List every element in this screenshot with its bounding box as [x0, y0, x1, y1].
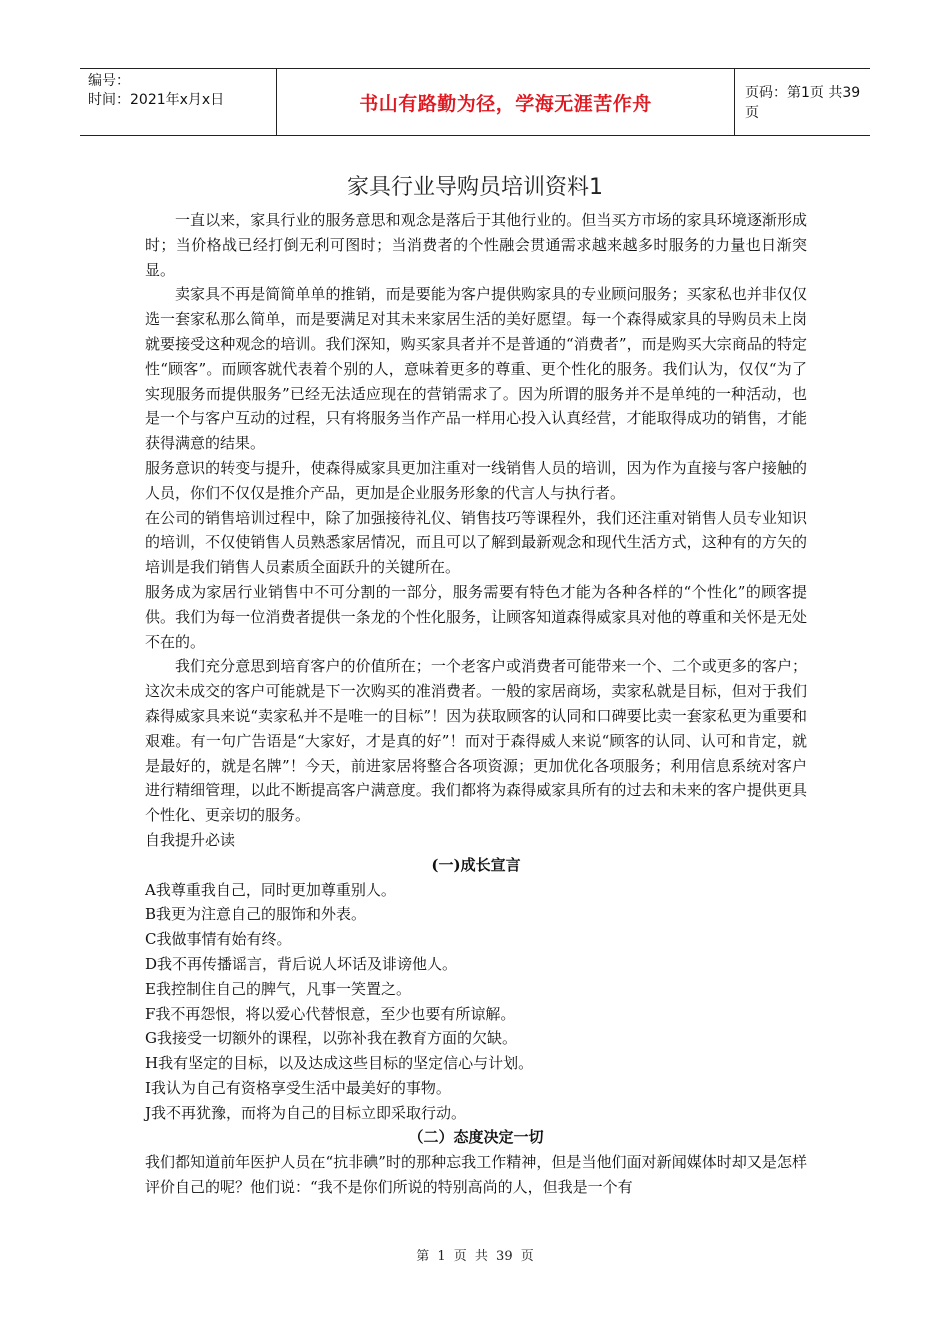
document-body [145, 208, 807, 1200]
header-motto: 书山有路勤为径，学海无涯苦作舟 [359, 92, 652, 115]
list-item: A我尊重我自己，同时更加尊重别人。 [145, 880, 396, 899]
paragraph: 卖家具不再是简简单单的推销，而是要能为客户提供购家具的专业顾问服务；买家私也并非仅仅选一套家私那么简单，而是要满足对其未来家居生活的美好愿望。每一个森得威家具的导购员未上岗就要接受这种观念的培训。我们深知，购买家具者并不是普通的“消费者”，而是购买大宗商品的特定性“顾客”。而顾客就代表着个别的人，意味着更多的尊重、更个性化的服务。我们认为，仅仅“为了实现服务而提供服务”已经无法适应现在的营销需求了。因为所谓的服务并不是单纯的一种活动，也是一个与客户互动的过程，只有将服务当作产品一样用心投入认真经营，才能取得成功的销售，才能获得满意的结果。 [145, 285, 807, 453]
document-number-label: 编号： [88, 73, 130, 89]
paragraph: 一直以来，家具行业的服务意思和观念是落后于其他行业的。但当买方市场的家具环境逐渐形成时；当价格战已经打倒无利可图时；当消费者的个性融会贯通需求越来越多时服务的力量也日渐突显。 [145, 211, 807, 279]
header-page-info: 页码：第1页 共39页 [745, 85, 861, 121]
document-title: 家具行业导购员培训资料1 [347, 175, 603, 200]
list-item: F我不再怨恨，将以爱心代替恨意，至少也要有所谅解。 [145, 1004, 516, 1023]
header-meta [80, 69, 277, 135]
paragraph: 在公司的销售培训过程中，除了加强接待礼仪、销售技巧等课程外，我们还注重对销售人员专业知识的培训，不仅使销售人员熟悉家居情况，而且可以了解到最新观念和现代生活方式，这种有的方矢的培训是我们销售人员素质全面跃升的关键所在。 [145, 508, 807, 577]
paragraph: 我们充分意思到培育客户的价值所在；一个老客户或消费者可能带来一个、二个或更多的客户；这次未成交的客户可能就是下一次购买的准消费者。一般的家居商场，卖家私就是目标，但对于我们森得威家具来说“卖家私并不是唯一的目标”！因为获取顾客的认同和口碑要比卖一套家私更为重要和艰难。有一句广告语是“大家好，才是真的好”！而对于森得威人来说“顾客的认同、认可和肯定，就是最好的，就是名牌”！今天，前进家居将整合各项资源；更加优化各项服务；利用信息系统对客户进行精细管理，以此不断提高客户满意度。我们都将为森得威家具所有的过去和未来的客户提供更具个性化、更亲切的服务。 [145, 657, 807, 825]
list-item: C我做事情有始有终。 [145, 930, 292, 949]
document-date-label: 时间：2021年x月x日 [88, 92, 225, 108]
section-heading: (一)成长宣言 [431, 855, 521, 874]
header-page-info-cell [735, 69, 870, 135]
header-motto-cell [277, 69, 735, 135]
list-item: G我接受一切额外的课程，以弥补我在教育方面的欠缺。 [145, 1029, 517, 1048]
list-item: H我有坚定的目标，以及达成这些目标的坚定信心与计划。 [145, 1054, 534, 1073]
list-item: I我认为自己有资格享受生活中最美好的事物。 [145, 1078, 451, 1097]
paragraph: 我们都知道前年医护人员在“抗非碘”时的那种忘我工作精神，但是当他们面对新闻媒体时却又是怎样评价自己的呢？他们说：“我不是你们所说的特别高尚的人，但我是一个有 [145, 1153, 807, 1197]
paragraph: 服务意识的转变与提升，使森得威家具更加注重对一线销售人员的培训，因为作为直接与客户接触的人员，你们不仅仅是推介产品，更加是企业服务形象的代言人与执行者。 [145, 458, 807, 502]
list-item: D我不再传播谣言，背后说人坏话及诽谤他人。 [145, 954, 458, 973]
section-heading: （二）态度决定一切 [408, 1128, 544, 1147]
list-item: J我不再犹豫，而将为自己的目标立即采取行动。 [145, 1103, 467, 1122]
document-header [80, 68, 870, 136]
list-item: E我控制住自己的脾气，凡事一笑置之。 [145, 979, 411, 998]
paragraph: 服务成为家居行业销售中不可分割的一部分，服务需要有特色才能为各种各样的“个性化”的顾客提供。我们为每一位消费者提供一条龙的个性化服务，让顾客知道森得威家具对他的尊重和关怀是无处不在的。 [145, 582, 807, 651]
paragraph: 自我提升必读 [145, 830, 236, 849]
list-item: B我更为注意自己的服饰和外表。 [145, 905, 367, 924]
page-footer: 第 1 页 共 39 页 [416, 1249, 534, 1264]
